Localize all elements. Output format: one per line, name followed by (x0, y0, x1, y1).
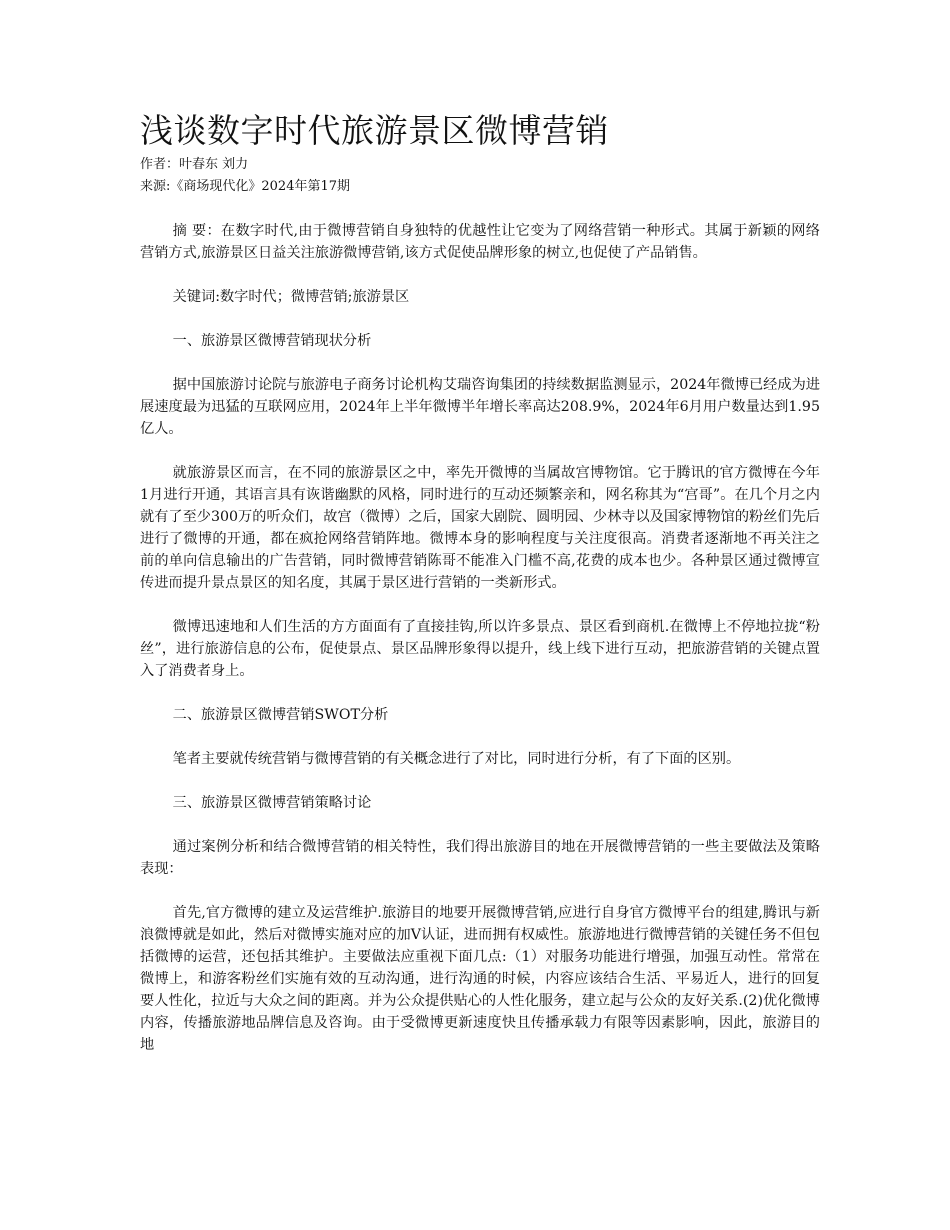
section-heading-2: 二、旅游景区微博营销SWOT分析 (172, 707, 389, 723)
article-body (140, 220, 820, 1056)
body-paragraph: 通过案例分析和结合微博营销的相关特性，我们得出旅游目的地在开展微博营销的一些主要做法及策略表现： (140, 839, 820, 877)
section-heading-1: 一、旅游景区微博营销现状分析 (172, 333, 372, 349)
keywords-paragraph: 关键词:数字时代；微博营销;旅游景区 (172, 289, 410, 305)
article-title: 浅谈数字时代旅游景区微博营销 (140, 111, 609, 150)
source-line: 来源:《商场现代化》2024年第17期 (140, 179, 351, 194)
document-page (140, 108, 820, 1056)
section-heading-3: 三、旅游景区微博营销策略讨论 (172, 795, 372, 811)
body-paragraph: 据中国旅游讨论院与旅游电子商务讨论机构艾瑞咨询集团的持续数据监测显示，2024年微博已经成为进展速度最为迅猛的互联网应用，2024年上半年微博半年增长率高达208.9%，2024年6月用户数量达到1.95亿人。 (140, 377, 820, 437)
body-paragraph: 就旅游景区而言，在不同的旅游景区之中，率先开微博的当属故宫博物馆。它于腾讯的官方微博在今年1月进行开通，其语言具有诙谐幽默的风格，同时进行的互动还频繁亲和，网名称其为“宫哥”。在几个月之内就有了至少300万的听众们，故宫（微博）之后，国家大剧院、圆明园、少林寺以及国家博物馆的粉丝们先后进行了微博的开通，都在疯抢网络营销阵地。微博本身的影响程度与关注度很高。消费者逐渐地不再关注之前的单向信息输出的广告营销，同时微博营销陈哥不能准入门槛不高,花费的成本也少。各种景区通过微博宣传进而提升景点景区的知名度，其属于景区进行营销的一类新形式。 (140, 465, 820, 591)
body-paragraph: 微博迅速地和人们生活的方方面面有了直接挂钩,所以许多景点、景区看到商机.在微博上不停地拉拢“粉丝”，进行旅游信息的公布，促使景点、景区品牌形象得以提升，线上线下进行互动，把旅游营销的关键点置入了消费者身上。 (140, 619, 820, 679)
body-paragraph: 首先,官方微博的建立及运营维护.旅游目的地要开展微博营销,应进行自身官方微博平台的组建,腾讯与新浪微博就是如此，然后对微博实施对应的加V认证，进而拥有权威性。旅游地进行微博营销的关键任务不但包括微博的运营，还包括其维护。主要做法应重视下面几点:（1）对服务功能进行增强，加强互动性。常常在微博上，和游客粉丝们实施有效的互动沟通，进行沟通的时候，内容应该结合生活、平易近人，进行的回复要人性化，拉近与大众之间的距离。并为公众提供贴心的人性化服务，建立起与公众的友好关系.(2)优化微博内容，传播旅游地品牌信息及咨询。由于受微博更新速度快且传播承载力有限等因素影响，因此，旅游目的地 (140, 905, 820, 1053)
body-paragraph: 笔者主要就传统营销与微博营销的有关概念进行了对比，同时进行分析，有了下面的区别。 (172, 751, 741, 767)
author-line: 作者：叶春东 刘力 (140, 157, 249, 172)
abstract-paragraph: 摘 要：在数字时代,由于微博营销自身独特的优越性让它变为了网络营销一种形式。其属于新颖的网络营销方式,旅游景区日益关注旅游微博营销,该方式促使品牌形象的树立,也促使了产品销售。 (140, 223, 820, 261)
